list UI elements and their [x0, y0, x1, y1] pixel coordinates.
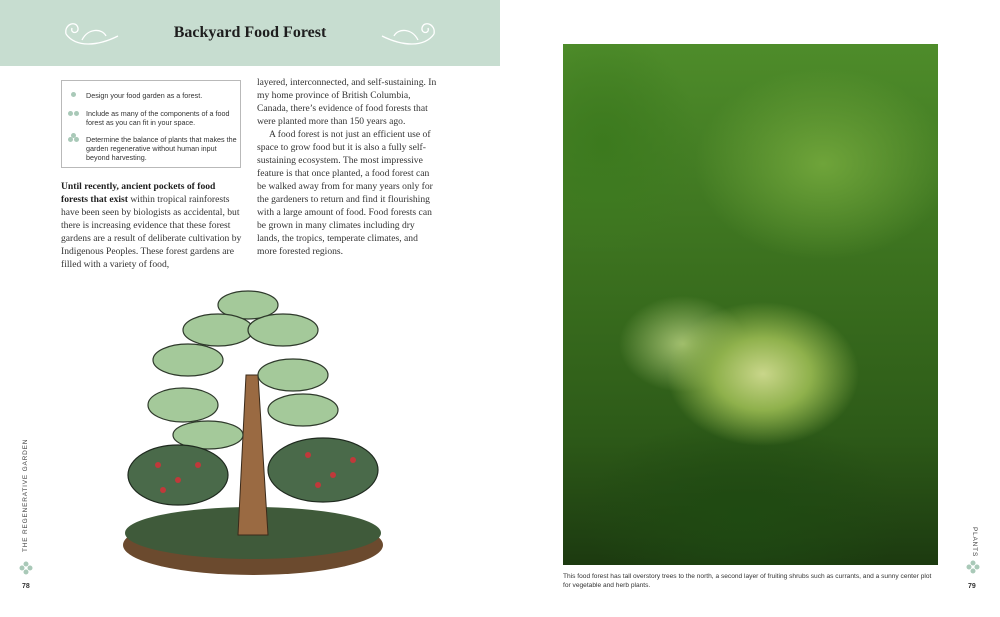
body-paragraph: layered, interconnected, and self-sustaining. In my home province of British Columbia, Canada, there’s evidence of food forests that were planted more than 150 years ago.: [257, 77, 437, 127]
lead-in-text: Until recently, ancient pockets of food forests that exist: [61, 181, 216, 205]
food-forest-photo: [563, 44, 938, 565]
body-column-1: [61, 180, 243, 271]
tips-box: [61, 80, 241, 168]
tip-item: Include as many of the components of a food forest as you can fit in your space.: [86, 109, 230, 127]
food-forest-illustration: [118, 285, 393, 590]
running-section-label: PLANTS: [971, 527, 978, 558]
flower-ornament-icon: [19, 561, 33, 575]
photo-caption: This food forest has tall overstory trees to the north, a second layer of fruiting shrubs such as currants, and a sunny center plot for vegetable and herb plants.: [563, 573, 932, 589]
tip-item: Design your food garden as a forest.: [86, 91, 203, 100]
page-number: 79: [968, 583, 976, 590]
page-title: Backyard Food Forest: [173, 24, 327, 41]
body-column-2: [257, 76, 439, 258]
flower-ornament-icon: [966, 560, 980, 574]
running-section-label: THE REGENERATIVE GARDEN: [22, 438, 29, 552]
body-paragraph: A food forest is not just an efficient use of space to grow food but it is also a fully self-sustaining ecosystem. The most impressive feature is that once planted, a food forest can be walked away from for many years only for the gardeners to return and find it flourishing with a large amount of food. Food forests can be grown in many climates including dry lands, the tropics, temperate climates, and more forested regions.: [257, 129, 433, 257]
page-number: 78: [22, 583, 30, 590]
body-text: within tropical rainforests have been seen by biologists as accidental, but there is increasing evidence that these forest gardens are a result of deliberate cultivation by Indigenous Peoples. These forest gardens are filled with a variety of food,: [61, 194, 242, 270]
tip-item: Determine the balance of plants that makes the garden regenerative without human input beyond harvesting.: [86, 135, 237, 162]
